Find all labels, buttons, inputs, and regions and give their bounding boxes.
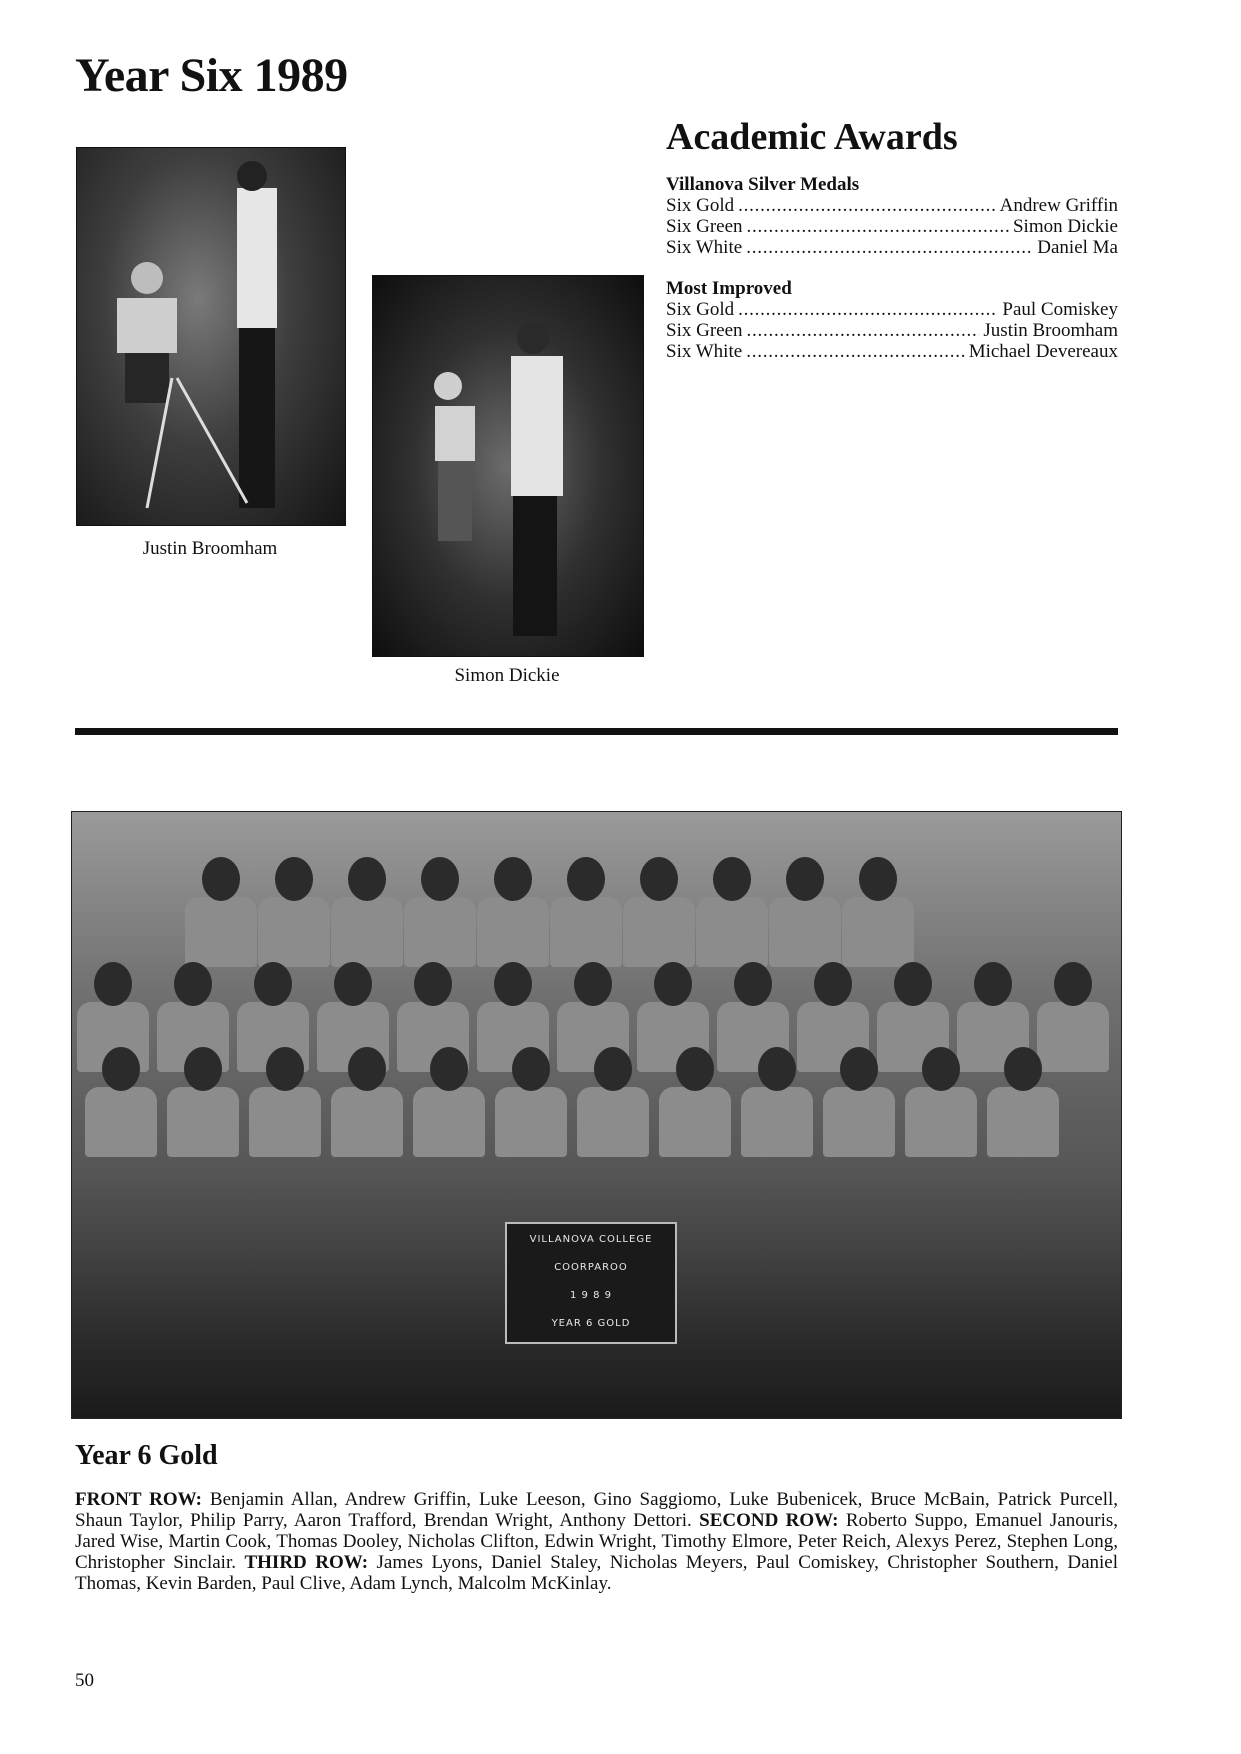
award-row	[666, 299, 1118, 320]
student-head	[494, 857, 532, 901]
board-line: YEAR 6 GOLD	[551, 1318, 631, 1329]
board-line: VILLANOVA COLLEGE	[529, 1234, 653, 1245]
class-photo	[71, 811, 1122, 1419]
student-figure	[85, 1087, 157, 1157]
student-figure	[577, 1087, 649, 1157]
student-figure	[495, 1087, 567, 1157]
student-head	[430, 1047, 468, 1091]
student-figure	[823, 1087, 895, 1157]
student-head	[275, 857, 313, 901]
student-head	[94, 962, 132, 1006]
student-head	[202, 857, 240, 901]
student-head	[421, 857, 459, 901]
student-head	[254, 962, 292, 1006]
awards-group	[666, 278, 1118, 362]
student-head	[512, 1047, 550, 1091]
award-row	[666, 237, 1118, 258]
award-photo-middle-figures	[373, 276, 643, 656]
student-figure	[167, 1087, 239, 1157]
award-recipient: Simon Dickie	[1012, 216, 1118, 237]
award-row	[666, 195, 1118, 216]
class-name-board	[505, 1222, 677, 1344]
student-figure	[249, 1087, 321, 1157]
leader-dots	[747, 320, 980, 341]
leader-dots	[738, 195, 996, 216]
student-figure	[477, 897, 549, 967]
row-label: FRONT ROW:	[75, 1489, 202, 1510]
student-figure	[623, 897, 695, 967]
award-row	[666, 320, 1118, 341]
student-head	[974, 962, 1012, 1006]
student-figure	[696, 897, 768, 967]
award-recipient: Andrew Griffin	[999, 195, 1118, 216]
award-class: Six White	[666, 237, 743, 258]
student-head	[574, 962, 612, 1006]
student-head	[174, 962, 212, 1006]
award-class: Six Green	[666, 216, 743, 237]
student-head	[734, 962, 772, 1006]
board-line: COORPAROO	[554, 1262, 628, 1273]
award-class: Six Green	[666, 320, 743, 341]
award-photo-left-figures	[77, 148, 345, 525]
awards-group-heading: Most Improved	[666, 278, 792, 299]
leader-dots	[738, 299, 998, 320]
student-figure	[659, 1087, 731, 1157]
row-label: THIRD ROW:	[244, 1552, 369, 1573]
student-head	[184, 1047, 222, 1091]
student-head	[1004, 1047, 1042, 1091]
awards-group-heading: Villanova Silver Medals	[666, 174, 860, 195]
student-head	[786, 857, 824, 901]
student-figure	[842, 897, 914, 967]
student-figure	[413, 1087, 485, 1157]
row-names: Benjamin Allan, Andrew Griffin, Luke Leeson, Gino Saggiomo, Luke Bubenicek, Bruce McBain, Patrick Purcell, Shaun Taylor, Philip Parry, Aaron Trafford, Brendan Wright, Anthony Dettori.	[75, 1489, 1119, 1531]
student-head	[334, 962, 372, 1006]
award-recipient: Daniel Ma	[1037, 237, 1118, 258]
page-title: Year Six 1989	[75, 49, 348, 102]
award-recipient: Justin Broomham	[983, 320, 1118, 341]
student-head	[840, 1047, 878, 1091]
photo-caption-middle: Simon Dickie	[454, 665, 560, 686]
student-head	[713, 857, 751, 901]
student-figure	[550, 897, 622, 967]
student-head	[814, 962, 852, 1006]
student-figure	[331, 1087, 403, 1157]
awards-group	[666, 174, 1118, 258]
student-head	[102, 1047, 140, 1091]
student-head	[567, 857, 605, 901]
board-line: 1 9 8 9	[570, 1290, 612, 1301]
award-recipient: Michael Devereaux	[968, 341, 1118, 362]
page-number: 50	[75, 1670, 94, 1691]
student-head	[266, 1047, 304, 1091]
student-figure	[741, 1087, 813, 1157]
class-roster	[75, 1489, 1118, 1594]
awards-title: Academic Awards	[666, 116, 958, 158]
student-head	[758, 1047, 796, 1091]
student-figure	[769, 897, 841, 967]
student-head	[640, 857, 678, 901]
award-photo-middle	[372, 275, 644, 657]
section-divider	[75, 728, 1118, 735]
student-head	[654, 962, 692, 1006]
class-title: Year 6 Gold	[75, 1440, 218, 1471]
award-recipient: Paul Comiskey	[1002, 299, 1118, 320]
student-figure	[258, 897, 330, 967]
student-head	[922, 1047, 960, 1091]
award-photo-left	[76, 147, 346, 526]
student-figure	[331, 897, 403, 967]
student-head	[414, 962, 452, 1006]
award-class: Six Gold	[666, 299, 735, 320]
leader-dots	[746, 341, 965, 362]
student-head	[494, 962, 532, 1006]
student-figure	[404, 897, 476, 967]
photo-caption-left: Justin Broomham	[142, 538, 278, 559]
row-names: James Lyons, Daniel Staley, Nicholas Meyers, Paul Comiskey, Christopher Southern, Daniel Thomas, Kevin Barden, Paul Clive, Adam Lynch, Malcolm McKinlay.	[75, 1552, 1118, 1594]
row-label: SECOND ROW:	[699, 1510, 839, 1531]
student-head	[594, 1047, 632, 1091]
student-head	[348, 857, 386, 901]
student-head	[1054, 962, 1092, 1006]
student-figure	[987, 1087, 1059, 1157]
leader-dots	[746, 237, 1033, 258]
student-head	[859, 857, 897, 901]
award-class: Six Gold	[666, 195, 735, 216]
student-head	[894, 962, 932, 1006]
award-row	[666, 216, 1118, 237]
student-figure	[1037, 1002, 1109, 1072]
student-head	[676, 1047, 714, 1091]
row-names: Roberto Suppo, Emanuel Janouris, Jared Wise, Martin Cook, Thomas Dooley, Nicholas Clifton, Edwin Wright, Timothy Elmore, Peter Reich, Alexys Perez, Stephen Long, Christopher Sinclair.	[75, 1510, 1119, 1573]
award-row	[666, 341, 1118, 362]
leader-dots	[747, 216, 1009, 237]
award-class: Six White	[666, 341, 743, 362]
student-figure	[185, 897, 257, 967]
student-figure	[905, 1087, 977, 1157]
student-head	[348, 1047, 386, 1091]
